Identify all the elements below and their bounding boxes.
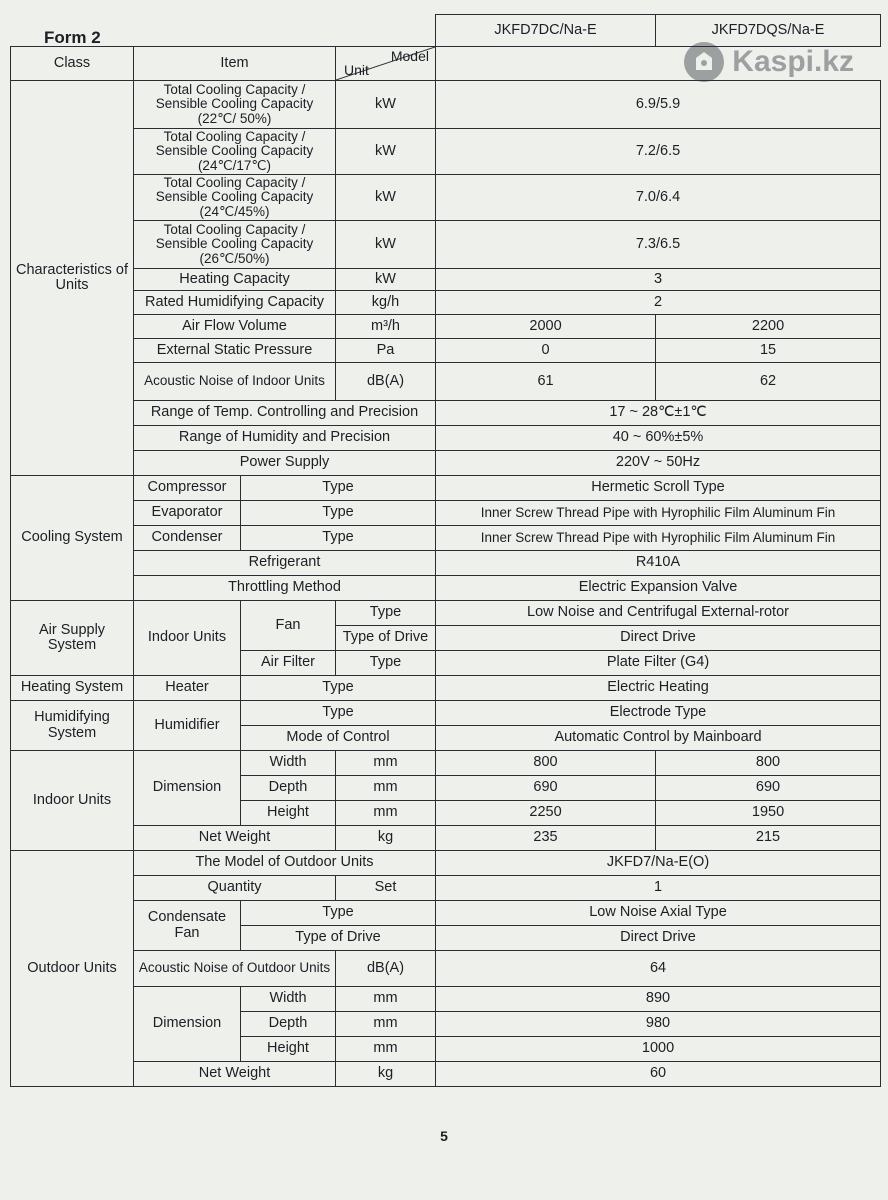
air-filter-item: Air Filter bbox=[241, 651, 336, 676]
condenser-item: Condenser bbox=[134, 526, 241, 551]
spec-table bbox=[10, 14, 881, 1087]
humidifier-control-sub: Mode of Control bbox=[241, 726, 436, 751]
condenser-value: Inner Screw Thread Pipe with Hyrophilic Film Aluminum Fin bbox=[436, 526, 881, 551]
row-value: 3 bbox=[436, 269, 881, 291]
refrigerant-item: Refrigerant bbox=[134, 551, 436, 576]
indoor-height-sub: Height bbox=[241, 801, 336, 826]
power-value: 220V ~ 50Hz bbox=[436, 451, 881, 476]
airflow-item: Air Flow Volume bbox=[134, 315, 336, 339]
static-a: 0 bbox=[436, 339, 656, 363]
air-supply-indoor: Indoor Units bbox=[134, 601, 241, 676]
indoor-width-b: 800 bbox=[656, 751, 881, 776]
fan-drive-sub: Type of Drive bbox=[336, 626, 436, 651]
temp-range-value: 17 ~ 28℃±1℃ bbox=[436, 401, 881, 426]
indoor-depth-unit: mm bbox=[336, 776, 436, 801]
evaporator-sub: Type bbox=[241, 501, 436, 526]
unit-model-header bbox=[336, 47, 436, 81]
throttling-item: Throttling Method bbox=[134, 576, 436, 601]
noise-unit: dB(A) bbox=[336, 363, 436, 401]
outdoor-depth-sub: Depth bbox=[241, 1012, 336, 1037]
indoor-weight-b: 215 bbox=[656, 826, 881, 851]
indoor-height-b: 1950 bbox=[656, 801, 881, 826]
outdoor-quantity-value: 1 bbox=[436, 876, 881, 901]
humidifier-control-value: Automatic Control by Mainboard bbox=[436, 726, 881, 751]
air-filter-sub: Type bbox=[336, 651, 436, 676]
static-unit: Pa bbox=[336, 339, 436, 363]
outdoor-quantity-item: Quantity bbox=[134, 876, 336, 901]
static-b: 15 bbox=[656, 339, 881, 363]
outdoor-fan-drive-sub: Type of Drive bbox=[241, 926, 436, 951]
page-number: 5 bbox=[440, 1128, 448, 1144]
fan-type-sub: Type bbox=[336, 601, 436, 626]
outdoor-noise-unit: dB(A) bbox=[336, 951, 436, 987]
outdoor-width-unit: mm bbox=[336, 987, 436, 1012]
outdoor-height-unit: mm bbox=[336, 1037, 436, 1062]
evaporator-value: Inner Screw Thread Pipe with Hyrophilic Film Aluminum Fin bbox=[436, 501, 881, 526]
row-item: Total Cooling Capacity / Sensible Cooling Capacity (24℃/17℃) bbox=[134, 129, 336, 175]
outdoor-weight-unit: kg bbox=[336, 1062, 436, 1087]
model-b-header: JKFD7DQS/Na-E bbox=[656, 15, 881, 47]
row-value: 2 bbox=[436, 291, 881, 315]
row-item: Rated Humidifying Capacity bbox=[134, 291, 336, 315]
airflow-a: 2000 bbox=[436, 315, 656, 339]
throttling-value: Electric Expansion Valve bbox=[436, 576, 881, 601]
indoor-weight-item: Net Weight bbox=[134, 826, 336, 851]
row-unit: kW bbox=[336, 221, 436, 269]
airflow-unit: m³/h bbox=[336, 315, 436, 339]
outdoor-height-value: 1000 bbox=[436, 1037, 881, 1062]
humidity-range-item: Range of Humidity and Precision bbox=[134, 426, 436, 451]
outdoor-weight-item: Net Weight bbox=[134, 1062, 336, 1087]
class-header: Class bbox=[11, 47, 134, 81]
indoor-depth-a: 690 bbox=[436, 776, 656, 801]
row-value: 7.3/6.5 bbox=[436, 221, 881, 269]
indoor-height-unit: mm bbox=[336, 801, 436, 826]
indoor-dimension: Dimension bbox=[134, 751, 241, 826]
class-air-supply: Air Supply System bbox=[11, 601, 134, 676]
static-item: External Static Pressure bbox=[134, 339, 336, 363]
outdoor-dimension: Dimension bbox=[134, 987, 241, 1062]
class-outdoor-units: Outdoor Units bbox=[11, 851, 134, 1087]
row-item: Total Cooling Capacity / Sensible Cooling Capacity (22℃/ 50%) bbox=[134, 81, 336, 129]
outdoor-fan-type-sub: Type bbox=[241, 901, 436, 926]
outdoor-noise-value: 64 bbox=[436, 951, 881, 987]
outdoor-fan-type-value: Low Noise Axial Type bbox=[436, 901, 881, 926]
row-item: Total Cooling Capacity / Sensible Cooling Capacity (26℃/50%) bbox=[134, 221, 336, 269]
model-a-header: JKFD7DC/Na-E bbox=[436, 15, 656, 47]
air-filter-value: Plate Filter (G4) bbox=[436, 651, 881, 676]
row-unit: kW bbox=[336, 129, 436, 175]
row-unit: kW bbox=[336, 269, 436, 291]
outdoor-fan: Condensate Fan bbox=[134, 901, 241, 951]
outdoor-height-sub: Height bbox=[241, 1037, 336, 1062]
airflow-b: 2200 bbox=[656, 315, 881, 339]
heater-value: Electric Heating bbox=[436, 676, 881, 701]
row-unit: kW bbox=[336, 81, 436, 129]
unit-label: Unit bbox=[344, 62, 369, 79]
power-item: Power Supply bbox=[134, 451, 436, 476]
indoor-width-unit: mm bbox=[336, 751, 436, 776]
indoor-depth-sub: Depth bbox=[241, 776, 336, 801]
compressor-item: Compressor bbox=[134, 476, 241, 501]
row-value: 7.0/6.4 bbox=[436, 175, 881, 221]
class-characteristics: Characteristics of Units bbox=[11, 81, 134, 476]
outdoor-quantity-unit: Set bbox=[336, 876, 436, 901]
indoor-depth-b: 690 bbox=[656, 776, 881, 801]
humidity-range-value: 40 ~ 60%±5% bbox=[436, 426, 881, 451]
indoor-width-a: 800 bbox=[436, 751, 656, 776]
indoor-weight-a: 235 bbox=[436, 826, 656, 851]
outdoor-width-sub: Width bbox=[241, 987, 336, 1012]
fan-drive-value: Direct Drive bbox=[436, 626, 881, 651]
fan-type-value: Low Noise and Centrifugal External-rotor bbox=[436, 601, 881, 626]
humidifier-type-sub: Type bbox=[241, 701, 436, 726]
heater-sub: Type bbox=[241, 676, 436, 701]
form-label: Form 2 bbox=[44, 28, 101, 47]
row-item: Total Cooling Capacity / Sensible Cooling Capacity (24℃/45%) bbox=[134, 175, 336, 221]
outdoor-width-value: 890 bbox=[436, 987, 881, 1012]
outdoor-model-item: The Model of Outdoor Units bbox=[134, 851, 436, 876]
indoor-height-a: 2250 bbox=[436, 801, 656, 826]
row-unit: kW bbox=[336, 175, 436, 221]
indoor-width-sub: Width bbox=[241, 751, 336, 776]
outdoor-noise-item: Acoustic Noise of Outdoor Units bbox=[134, 951, 336, 987]
evaporator-item: Evaporator bbox=[134, 501, 241, 526]
model-label: Model bbox=[390, 48, 429, 64]
row-value: 6.9/5.9 bbox=[436, 81, 881, 129]
outdoor-fan-drive-value: Direct Drive bbox=[436, 926, 881, 951]
row-item: Heating Capacity bbox=[134, 269, 336, 291]
row-value: 7.2/6.5 bbox=[436, 129, 881, 175]
indoor-weight-unit: kg bbox=[336, 826, 436, 851]
outdoor-depth-value: 980 bbox=[436, 1012, 881, 1037]
humidifier-type-value: Electrode Type bbox=[436, 701, 881, 726]
noise-b: 62 bbox=[656, 363, 881, 401]
outdoor-weight-value: 60 bbox=[436, 1062, 881, 1087]
class-cooling: Cooling System bbox=[11, 476, 134, 601]
item-header: Item bbox=[134, 47, 336, 81]
heater-item: Heater bbox=[134, 676, 241, 701]
class-heating: Heating System bbox=[11, 676, 134, 701]
watermark-text: Kaspi.kz bbox=[732, 45, 854, 78]
outdoor-model-value: JKFD7/Na-E(O) bbox=[436, 851, 881, 876]
class-humidifying: Humidifying System bbox=[11, 701, 134, 751]
humidifier-item: Humidifier bbox=[134, 701, 241, 751]
refrigerant-value: R410A bbox=[436, 551, 881, 576]
class-indoor-units: Indoor Units bbox=[11, 751, 134, 851]
compressor-value: Hermetic Scroll Type bbox=[436, 476, 881, 501]
air-supply-fan: Fan bbox=[241, 601, 336, 651]
temp-range-item: Range of Temp. Controlling and Precision bbox=[134, 401, 436, 426]
noise-a: 61 bbox=[436, 363, 656, 401]
condenser-sub: Type bbox=[241, 526, 436, 551]
row-unit: kg/h bbox=[336, 291, 436, 315]
outdoor-depth-unit: mm bbox=[336, 1012, 436, 1037]
compressor-sub: Type bbox=[241, 476, 436, 501]
noise-item: Acoustic Noise of Indoor Units bbox=[134, 363, 336, 401]
